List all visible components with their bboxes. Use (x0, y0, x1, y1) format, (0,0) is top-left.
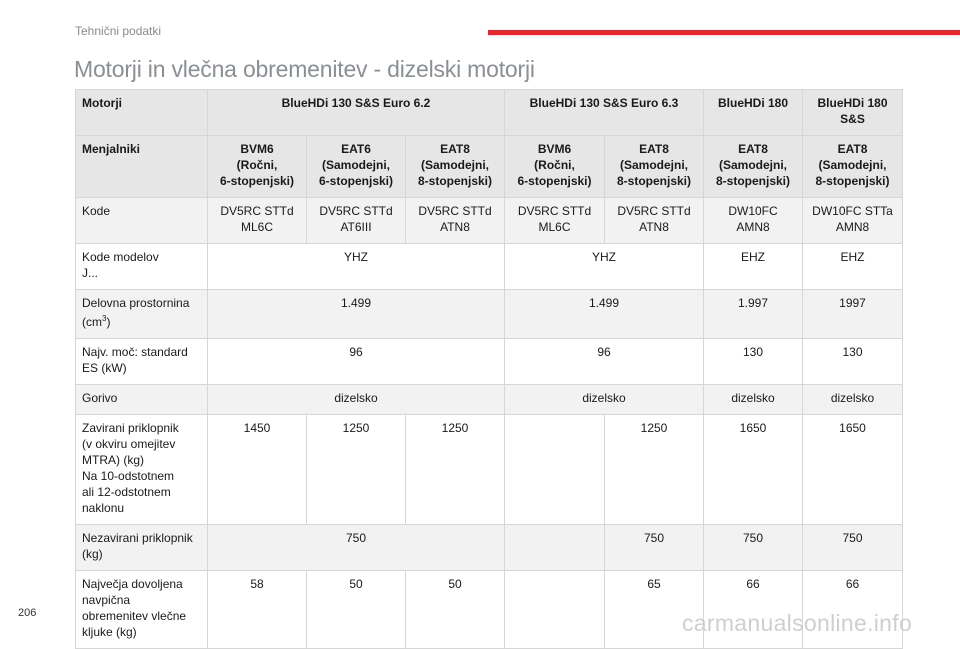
table-cell: 750 (803, 525, 903, 571)
table-cell: BVM6 (Ročni, 6-stopenjski) (208, 136, 307, 198)
table-row-engines (76, 90, 903, 136)
table-cell: 65 (605, 571, 704, 649)
table-cell: EAT8 (Samodejni, 8-stopenjski) (803, 136, 903, 198)
table-cell: 1450 (208, 415, 307, 525)
page-title: Motorji in vlečna obremenitev - dizelski motorji (74, 56, 535, 82)
section-label: Tehnični podatki (75, 24, 162, 38)
table-cell: 50 (307, 571, 406, 649)
table-cell: 50 (406, 571, 505, 649)
table-cell (505, 571, 605, 649)
table-header-cell: BlueHDi 180 S&S (803, 90, 903, 136)
table-cell: 1997 (803, 290, 903, 339)
specs-table (75, 89, 903, 649)
row-label (76, 290, 208, 339)
table-cell: YHZ (505, 244, 704, 290)
table-cell: DW10FC AMN8 (704, 198, 803, 244)
table-cell: DW10FC STTa AMN8 (803, 198, 903, 244)
table-cell: YHZ (208, 244, 505, 290)
table-cell: dizelsko (505, 385, 704, 415)
table-row-codes (76, 198, 903, 244)
table-cell (505, 525, 605, 571)
table-cell: 130 (803, 339, 903, 385)
header-accent-bar (488, 30, 960, 35)
table-cell: DV5RC STTd ML6C (505, 198, 605, 244)
table-row-unbraked-trailer (76, 525, 903, 571)
table-header-cell: BlueHDi 130 S&S Euro 6.3 (505, 90, 704, 136)
row-label-end: ) (106, 315, 111, 329)
table-cell (505, 415, 605, 525)
table-cell: DV5RC STTd AT6III (307, 198, 406, 244)
table-row-model-codes (76, 244, 903, 290)
row-label: Največja dovoljena navpična obremenitev vlečne kljuke (kg) (76, 571, 208, 649)
table-cell: 750 (208, 525, 505, 571)
row-label-text: Delovna prostornina (cm (82, 296, 190, 329)
table-cell: 1650 (803, 415, 903, 525)
table-row-power (76, 339, 903, 385)
table-cell: 58 (208, 571, 307, 649)
table-cell: 66 (704, 571, 803, 649)
table-cell: EAT6 (Samodejni, 6-stopenjski) (307, 136, 406, 198)
row-label: Gorivo (76, 385, 208, 415)
superscript: 3 (102, 314, 107, 323)
row-label: Najv. moč: standard ES (kW) (76, 339, 208, 385)
watermark: carmanualsonline.info (682, 610, 913, 636)
table-header-cell: BlueHDi 130 S&S Euro 6.2 (208, 90, 505, 136)
table-cell: EAT8 (Samodejni, 8-stopenjski) (406, 136, 505, 198)
page-number: 206 (18, 607, 37, 619)
table-row-displacement (76, 290, 903, 339)
table-cell: DV5RC STTd ATN8 (406, 198, 505, 244)
table-cell: DV5RC STTd ML6C (208, 198, 307, 244)
table-cell: 1250 (605, 415, 704, 525)
row-label: Zavirani priklopnik (v okviru omejitev MTRA) (kg) Na 10-odstotnem ali 12-odstotnem naklonu (76, 415, 208, 525)
table-cell: dizelsko (208, 385, 505, 415)
table-cell: 750 (605, 525, 704, 571)
table-cell: dizelsko (704, 385, 803, 415)
table-cell: EHZ (704, 244, 803, 290)
table-cell: 1250 (307, 415, 406, 525)
table-cell: EHZ (803, 244, 903, 290)
row-label: Menjalniki (76, 136, 208, 198)
table-row-braked-trailer (76, 415, 903, 525)
table-cell: 1.499 (505, 290, 704, 339)
table-cell: 1.499 (208, 290, 505, 339)
table-cell: DV5RC STTd ATN8 (605, 198, 704, 244)
table-cell: 1.997 (704, 290, 803, 339)
table-cell: 66 (803, 571, 903, 649)
table-cell: 1250 (406, 415, 505, 525)
table-cell: 1650 (704, 415, 803, 525)
table-cell: BVM6 (Ročni, 6-stopenjski) (505, 136, 605, 198)
row-label: Nezavirani priklopnik (kg) (76, 525, 208, 571)
table-row-fuel (76, 385, 903, 415)
row-label: Kode modelov J... (76, 244, 208, 290)
table-cell: 96 (208, 339, 505, 385)
table-cell: EAT8 (Samodejni, 8-stopenjski) (605, 136, 704, 198)
table-cell: 750 (704, 525, 803, 571)
row-label: Motorji (76, 90, 208, 136)
table-cell: 130 (704, 339, 803, 385)
table-header-cell: BlueHDi 180 (704, 90, 803, 136)
table-row-gearboxes (76, 136, 903, 198)
table-cell: dizelsko (803, 385, 903, 415)
row-label: Kode (76, 198, 208, 244)
table-cell: EAT8 (Samodejni, 8-stopenjski) (704, 136, 803, 198)
table-cell: 96 (505, 339, 704, 385)
